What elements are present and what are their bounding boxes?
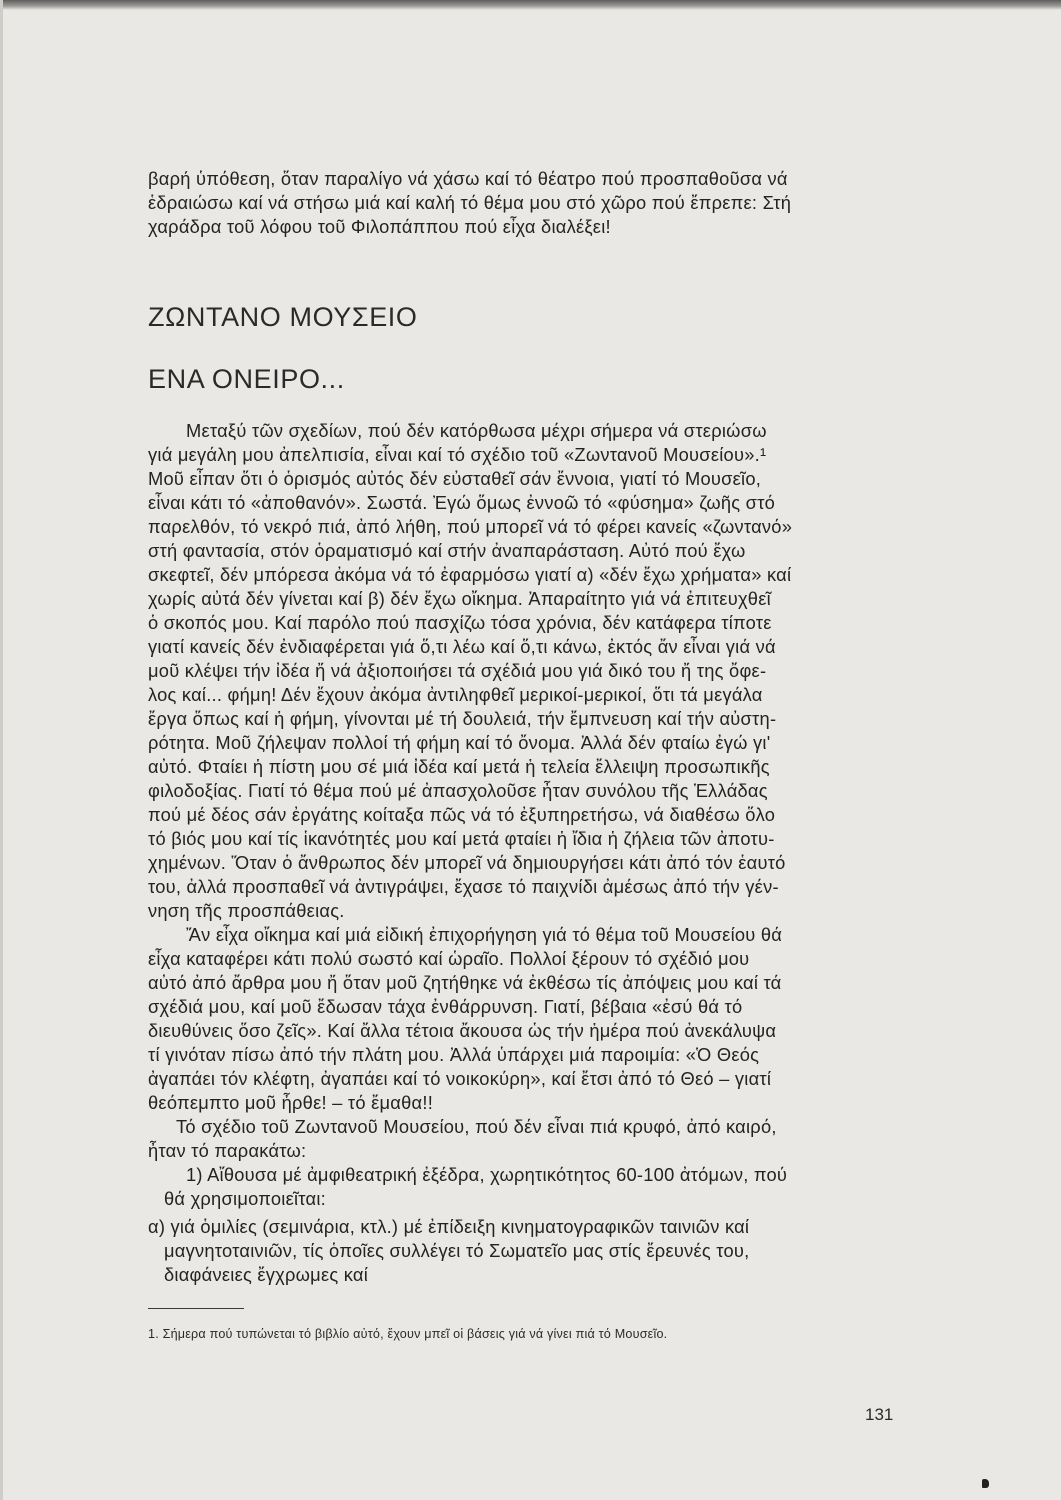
- body-line: αὐτό. Φταίει ἡ πίστη μου σέ μιά ἰδέα καί μετά ἡ τελεία ἔλλειψη προσωπικῆς: [148, 756, 770, 777]
- body-line: τό βιός μου καί τίς ἱκανότητές μου καί μετά φταίει ἡ ἴδια ἡ ζήλεια τῶν ἀποτυ-: [148, 828, 775, 849]
- body-line: διευθύνεις ὅσο ζεῖς». Καί ἄλλα τέτοια ἄκουσα ὡς τήν ἡμέρα πού ἀνεκάλυψα: [148, 1020, 777, 1041]
- body-line: θά χρησιμοποιεῖται:: [164, 1188, 326, 1209]
- body-line: λος καί... φήμη! Δέν ἔχουν ἀκόμα ἀντιληφθεῖ μερικοί-μερικοί, ὅτι τά μεγάλα: [148, 684, 763, 705]
- section-subheading: ΕΝΑ ΟΝΕΙΡΟ...: [148, 364, 345, 394]
- body-line: του, ἀλλά προσπαθεῖ νά ἀντιγράψει, ἔχασε τό παιχνίδι ἀμέσως ἀπό τήν γέν-: [148, 876, 779, 897]
- body-line: γιατί κανείς δέν ἐνδιαφέρεται γιά ὅ,τι λέω καί ὅ,τι κάνω, ἐκτός ἄν εἶναι γιά νά: [148, 636, 776, 657]
- scan-speck: [982, 1479, 989, 1488]
- body-line: αὐτό ἀπό ἄρθρα μου ἤ ὅταν μοῦ ζητήθηκε νά ἐκθέσω τίς ἀπόψεις μου καί τά: [148, 972, 782, 993]
- body-line: 1) Αἴθουσα μέ ἀμφιθεατρική ἐξέδρα, χωρητικότητος 60-100 ἀτόμων, πού: [186, 1164, 788, 1185]
- body-line: Μοῦ εἶπαν ὅτι ὁ ὁρισμός αὐτός δέν εὐσταθεῖ σάν ἔννοια, γιατί τό Μουσεῖο,: [148, 468, 762, 489]
- body-line: ὁ σκοπός μου. Καί παρόλο πού πασχίζω τόσα χρόνια, δέν κατάφερα τίποτε: [148, 612, 772, 633]
- body-line: διαφάνειες ἔγχρωμες καί: [164, 1264, 369, 1285]
- body-line: γιά μεγάλη μου ἀπελπισία, εἶναι καί τό σχέδιο τοῦ «Ζωντανοῦ Μουσείου».¹: [148, 444, 767, 465]
- intro-line: χαράδρα τοῦ λόφου τοῦ Φιλοπάππου πού εἶχα διαλέξει!: [148, 216, 611, 237]
- body-line: σκεφτεῖ, δέν μπόρεσα ἀκόμα νά τό ἐφαρμόσω γιατί α) «δέν ἔχω χρήματα» καί: [148, 564, 792, 585]
- footnote: 1. Σήμερα πού τυπώνεται τό βιβλίο αὐτό, ἔχουν μπεῖ οἱ βάσεις γιά νά γίνει πιά τό Μουσεῖο.: [148, 1327, 668, 1341]
- body-line: εἶχα καταφέρει κάτι πολύ σωστό καί ὡραῖο. Πολλοί ξέρουν τό σχέδιό μου: [148, 948, 750, 969]
- body-line: μαγνητοταινιῶν, τίς ὁποῖες συλλέγει τό Σωματεῖο μας στίς ἔρευνές του,: [164, 1240, 750, 1261]
- body-line: στή φαντασία, στόν ὁραματισμό καί στήν ἀναπαράσταση. Αὐτό πού ἔχω: [148, 540, 746, 561]
- section-heading: ΖΩΝΤΑΝΟ ΜΟΥΣΕΙΟ: [148, 302, 418, 332]
- body-line: θεόπεμπτο μοῦ ἦρθε! – τό ἔμαθα!!: [148, 1092, 434, 1113]
- intro-line: ἑδραιώσω καί νά στήσω μιά καί καλή τό θέμα μου στό χῶρο πού ἔπρεπε: Στή: [148, 192, 792, 213]
- body-line: νηση τῆς προσπάθειας.: [148, 900, 345, 921]
- body-line: α) γιά ὁμιλίες (σεμινάρια, κτλ.) μέ ἐπίδειξη κινηματογραφικῶν ταινιῶν καί: [148, 1216, 750, 1237]
- body-line: τί γινόταν πίσω ἀπό τήν πλάτη μου. Ἀλλά ὑπάρχει μιά παροιμία: «Ὁ Θεός: [148, 1044, 760, 1065]
- scan-top-shadow: [0, 0, 1061, 10]
- body-line: ἔργα ὅπως καί ἡ φήμη, γίνονται μέ τή δουλειά, τήν ἔμπνευση καί τήν αὐστη-: [148, 708, 777, 729]
- body-line: εἶναι κάτι τό «ἀποθανόν». Σωστά. Ἐγώ ὅμως ἐννοῶ τό «φύσημα» ζωῆς στό: [148, 492, 776, 513]
- body-line: Τό σχέδιο τοῦ Ζωντανοῦ Μουσείου, πού δέν εἶναι πιά κρυφό, ἀπό καιρό,: [176, 1116, 777, 1137]
- body-line: χημένων. Ὅταν ὁ ἄνθρωπος δέν μπορεῖ νά δημιουργήσει κάτι ἀπό τόν ἑαυτό: [148, 852, 786, 873]
- body-line: ἦταν τό παρακάτω:: [148, 1140, 307, 1161]
- body-line: ἀγαπάει τόν κλέφτη, ἀγαπάει καί τό νοικοκύρη», καί ἔτσι ἀπό τό Θεό – γιατί: [148, 1068, 772, 1089]
- scan-left-edge: [0, 0, 3, 1500]
- body-line: Ἄν εἶχα οἴκημα καί μιά εἰδική ἐπιχορήγηση γιά τό θέμα τοῦ Μουσείου θά: [186, 924, 783, 945]
- body-line: σχέδιά μου, καί μοῦ ἔδωσαν τάχα ἐνθάρρυνση. Γιατί, βέβαια «ἐσύ θά τό: [148, 996, 743, 1017]
- intro-line: βαρή ὑπόθεση, ὅταν παραλίγο νά χάσω καί τό θέατρο πού προσπαθοῦσα νά: [148, 168, 788, 189]
- body-line: παρελθόν, τό νεκρό πιά, ἀπό λήθη, πού μπορεῖ νά τό φέρει κανείς «ζωντανό»: [148, 516, 793, 537]
- page-number: 131: [865, 1405, 894, 1424]
- body-line: πού μέ δέος σάν ἐργάτης κοίταξα πῶς νά τό ἐξυπηρετήσω, νά διαθέσω ὅλο: [148, 804, 776, 825]
- body-line: ρότητα. Μοῦ ζήλεψαν πολλοί τή φήμη καί τό ὄνομα. Ἀλλά δέν φταίω ἐγώ γι': [148, 732, 771, 753]
- body-line: Μεταξύ τῶν σχεδίων, πού δέν κατόρθωσα μέχρι σήμερα νά στεριώσω: [186, 420, 767, 441]
- body-line: χωρίς αὐτά δέν γίνεται καί β) δέν ἔχω οἴκημα. Ἀπαραίτητο γιά νά ἐπιτευχθεῖ: [148, 588, 771, 609]
- footnote-separator: [148, 1308, 244, 1309]
- body-line: φιλοδοξίας. Γιατί τό θέμα πού μέ ἀπασχολοῦσε ἦταν συνόλου τῆς Ἑλλάδας: [148, 780, 768, 801]
- body-line: μοῦ κλέψει τήν ἰδέα ἤ νά ἀξιοποιήσει τά σχέδιά μου γιά δικό του ἤ της ὄφε-: [148, 660, 767, 681]
